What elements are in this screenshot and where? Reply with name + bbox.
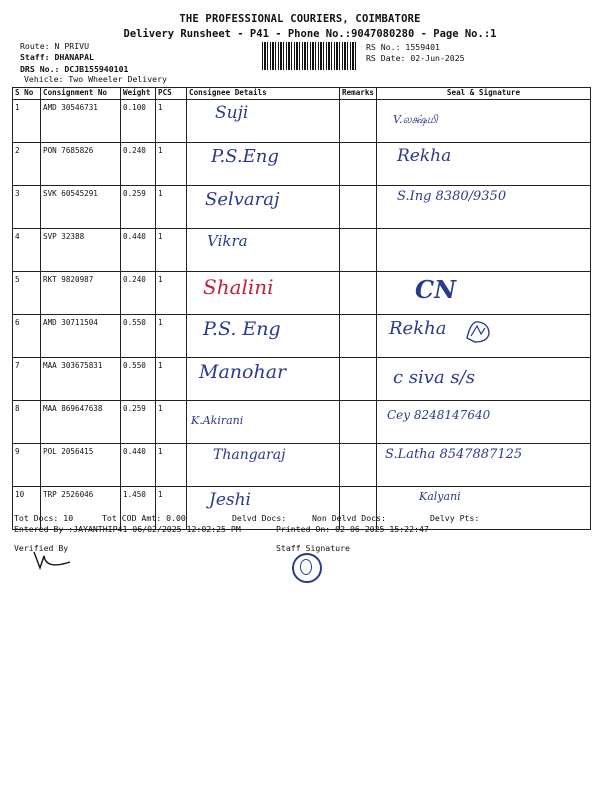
sno: 6 [13,315,41,358]
consignee-signature: K.Akirani [187,401,340,444]
seal-signature: V.லக்ஷ்மி [377,100,591,143]
seal-signature: S.Ing 8380/9350 [377,186,591,229]
pcs: 1 [156,186,187,229]
remarks [340,100,377,143]
runsheet-table [12,87,591,530]
sno: 5 [13,272,41,315]
table-header-row [13,88,591,100]
col-seal-signature: Seal & Signature [377,88,591,100]
delivered-docs: Delvd Docs: [232,513,287,523]
company-title: THE PROFESSIONAL COURIERS, COIMBATORE [179,13,421,25]
sno: 3 [13,186,41,229]
pcs: 1 [156,315,187,358]
weight: 0.100 [121,100,156,143]
col-sno: S No [13,88,41,100]
seal-signature: Kalyani [377,487,591,530]
consignment-no: RKT 9820987 [41,272,121,315]
pcs: 1 [156,229,187,272]
sno: 4 [13,229,41,272]
table-row [13,229,591,272]
drs-number: DRS No.: DCJB155940101 [20,64,129,74]
weight: 1.450 [121,487,156,530]
route-label: Route: N PRIVU [20,41,90,51]
printed-on: Printed On: 02-06-2025 15:22:47 [276,524,429,534]
consignment-no: AMD 30546731 [41,100,121,143]
pcs: 1 [156,487,187,530]
col-consignee: Consignee Details [187,88,340,100]
consignee-signature: P.S. Eng [187,315,340,358]
seal-signature: Cey 8248147640 [377,401,591,444]
pcs: 1 [156,401,187,444]
pcs: 1 [156,100,187,143]
staff-signature-label: Staff Signature [276,543,350,553]
remarks [340,229,377,272]
remarks [340,444,377,487]
total-cod-amount: Tot COD Amt: 0.00 [102,513,186,523]
consignee-signature: Suji [187,100,340,143]
table-row [13,358,591,401]
remarks [340,272,377,315]
verified-by-label: Verified By [14,543,69,553]
total-docs: Tot Docs: 10 [14,513,74,523]
delivery-points: Delvy Pts: [430,513,480,523]
rs-date: RS Date: 02-Jun-2025 [366,53,465,63]
consignment-no: SVP 32388 [41,229,121,272]
verifier-signature-icon [30,548,78,574]
consignee-signature: Selvaraj [187,186,340,229]
seal-signature: CN [377,272,591,315]
table-row [13,272,591,315]
seal-signature: Rekha [377,315,591,358]
table-row [13,186,591,229]
consignment-no: SVK 60545291 [41,186,121,229]
table-row [13,100,591,143]
consignment-no: POL 2056415 [41,444,121,487]
table-row [13,444,591,487]
barcode [262,42,357,70]
remarks [340,143,377,186]
vehicle-label: Vehicle: Two Wheeler Delivery [24,74,167,84]
weight: 0.240 [121,143,156,186]
weight: 0.550 [121,358,156,401]
runsheet-subtitle: Delivery Runsheet - P41 - Phone No.:9047080280 - Page No.:1 [123,28,497,40]
consignment-no: TRP 2526046 [41,487,121,530]
col-remarks: Remarks [340,88,377,100]
consignment-no: PON 7685826 [41,143,121,186]
weight: 0.259 [121,186,156,229]
consignee-signature: Thangaraj [187,444,340,487]
seal-signature: Rekha [377,143,591,186]
sno: 10 [13,487,41,530]
pcs: 1 [156,358,187,401]
pcs: 1 [156,143,187,186]
table-row [13,315,591,358]
table-row [13,143,591,186]
consignee-signature: Manohar [187,358,340,401]
weight: 0.550 [121,315,156,358]
remarks [340,401,377,444]
remarks [340,186,377,229]
seal-signature: S.Latha 8547887125 [377,444,591,487]
weight: 0.259 [121,401,156,444]
consignee-signature: Jeshi [187,487,340,530]
pcs: 1 [156,444,187,487]
seal-signature: c siva s/s [377,358,591,401]
staff-label: Staff: DHANAPAL [20,52,94,62]
weight: 0.440 [121,229,156,272]
consignment-no: MAA 869647638 [41,401,121,444]
non-delivered-docs: Non Delvd Docs: [312,513,386,523]
sno: 7 [13,358,41,401]
col-consignment: Consignment No [41,88,121,100]
remarks [340,315,377,358]
staff-stamp-icon [292,553,322,583]
weight: 0.440 [121,444,156,487]
sno: 1 [13,100,41,143]
consignee-signature: Vikra [187,229,340,272]
col-pcs: PCS [156,88,187,100]
sno: 2 [13,143,41,186]
entered-by: Entered By :JAYANTHIP41 06/02/2025 12:02:25 PM [14,524,241,534]
consignment-no: MAA 303675831 [41,358,121,401]
seal-signature [377,229,591,272]
consignee-signature: P.S.Eng [187,143,340,186]
table-row [13,401,591,444]
sno: 9 [13,444,41,487]
consignee-signature: Shalini [187,272,340,315]
remarks [340,358,377,401]
sno: 8 [13,401,41,444]
consignment-no: AMD 30711504 [41,315,121,358]
rs-number: RS No.: 1559401 [366,42,440,52]
pcs: 1 [156,272,187,315]
weight: 0.240 [121,272,156,315]
col-weight: Weight [121,88,156,100]
